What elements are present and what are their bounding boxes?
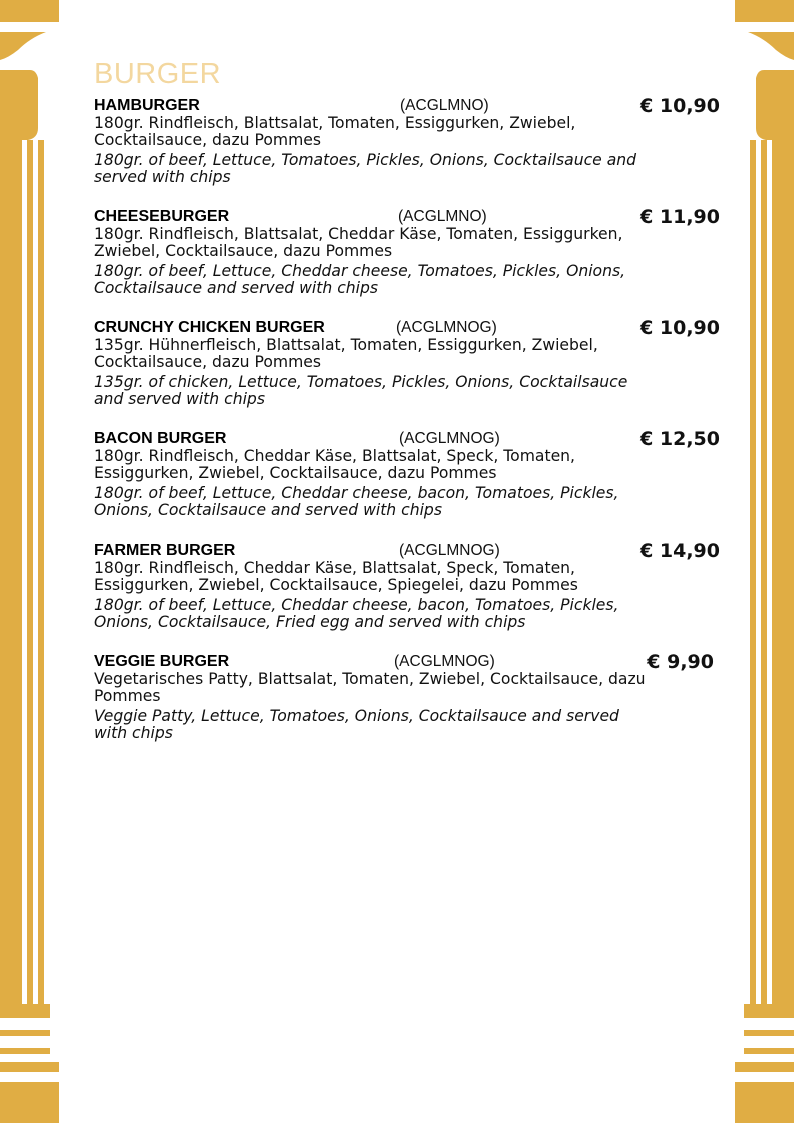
item-price: € 9,90	[647, 651, 714, 673]
item-name: CRUNCHY CHICKEN BURGER	[94, 319, 325, 336]
item-name: CHEESEBURGER	[94, 208, 230, 225]
item-allergens: (ACGLMNOG)	[399, 430, 500, 447]
item-description-de: Vegetarisches Patty, Blattsalat, Tomaten, Zwiebel, Cocktailsauce, dazu Pommes	[94, 670, 646, 705]
item-price: € 11,90	[640, 206, 720, 228]
item-name: FARMER BURGER	[94, 542, 236, 559]
item-description-en: 180gr. of beef, Lettuce, Cheddar cheese, bacon, Tomatoes, Pickles, Onions, Cocktailsauce, Fried egg and served with chips	[94, 596, 619, 631]
item-description-de: 180gr. Rindfleisch, Cheddar Käse, Blattsalat, Speck, Tomaten, Essiggurken, Zwiebel, Cocktailsauce, Spiegelei, dazu Pommes	[94, 559, 578, 594]
item-description-en: 135gr. of chicken, Lettuce, Tomatoes, Pickles, Onions, Cocktailsauce and served with chips	[94, 373, 628, 408]
item-price: € 10,90	[640, 95, 720, 117]
item-description-en: 180gr. of beef, Lettuce, Cheddar cheese, Tomatoes, Pickles, Onions, Cocktailsauce and served with chips	[94, 262, 626, 297]
item-allergens: (ACGLMNO)	[398, 208, 487, 225]
item-price: € 14,90	[640, 540, 720, 562]
item-description-de: 180gr. Rindfleisch, Blattsalat, Tomaten, Essiggurken, Zwiebel, Cocktailsauce, dazu Pommes	[94, 114, 576, 149]
item-description-de: 180gr. Rindfleisch, Cheddar Käse, Blattsalat, Speck, Tomaten, Essiggurken, Zwiebel, Cocktailsauce, dazu Pommes	[94, 447, 575, 482]
item-allergens: (ACGLMNOG)	[399, 542, 500, 559]
item-description-en: 180gr. of beef, Lettuce, Tomatoes, Pickles, Onions, Cocktailsauce and served with chips	[94, 151, 637, 186]
item-description-de: 180gr. Rindfleisch, Blattsalat, Cheddar Käse, Tomaten, Essiggurken, Zwiebel, Cocktailsauce, dazu Pommes	[94, 225, 623, 260]
item-allergens: (ACGLMNOG)	[396, 319, 497, 336]
item-name: BACON BURGER	[94, 430, 227, 447]
item-name: HAMBURGER	[94, 97, 200, 114]
item-description-en: 180gr. of beef, Lettuce, Cheddar cheese, bacon, Tomatoes, Pickles, Onions, Cocktailsauce and served with chips	[94, 484, 619, 519]
item-allergens: (ACGLMNO)	[400, 97, 489, 114]
item-price: € 10,90	[640, 317, 720, 339]
item-allergens: (ACGLMNOG)	[394, 653, 495, 670]
item-name: VEGGIE BURGER	[94, 653, 230, 670]
right-column-decoration	[724, 0, 794, 1123]
left-column-decoration	[0, 0, 70, 1123]
item-description-en: Veggie Patty, Lettuce, Tomatoes, Onions, Cocktailsauce and served with chips	[94, 707, 619, 742]
section-title: BURGER	[94, 58, 222, 90]
item-price: € 12,50	[640, 428, 720, 450]
item-description-de: 135gr. Hühnerfleisch, Blattsalat, Tomaten, Essiggurken, Zwiebel, Cocktailsauce, dazu Pommes	[94, 336, 598, 371]
